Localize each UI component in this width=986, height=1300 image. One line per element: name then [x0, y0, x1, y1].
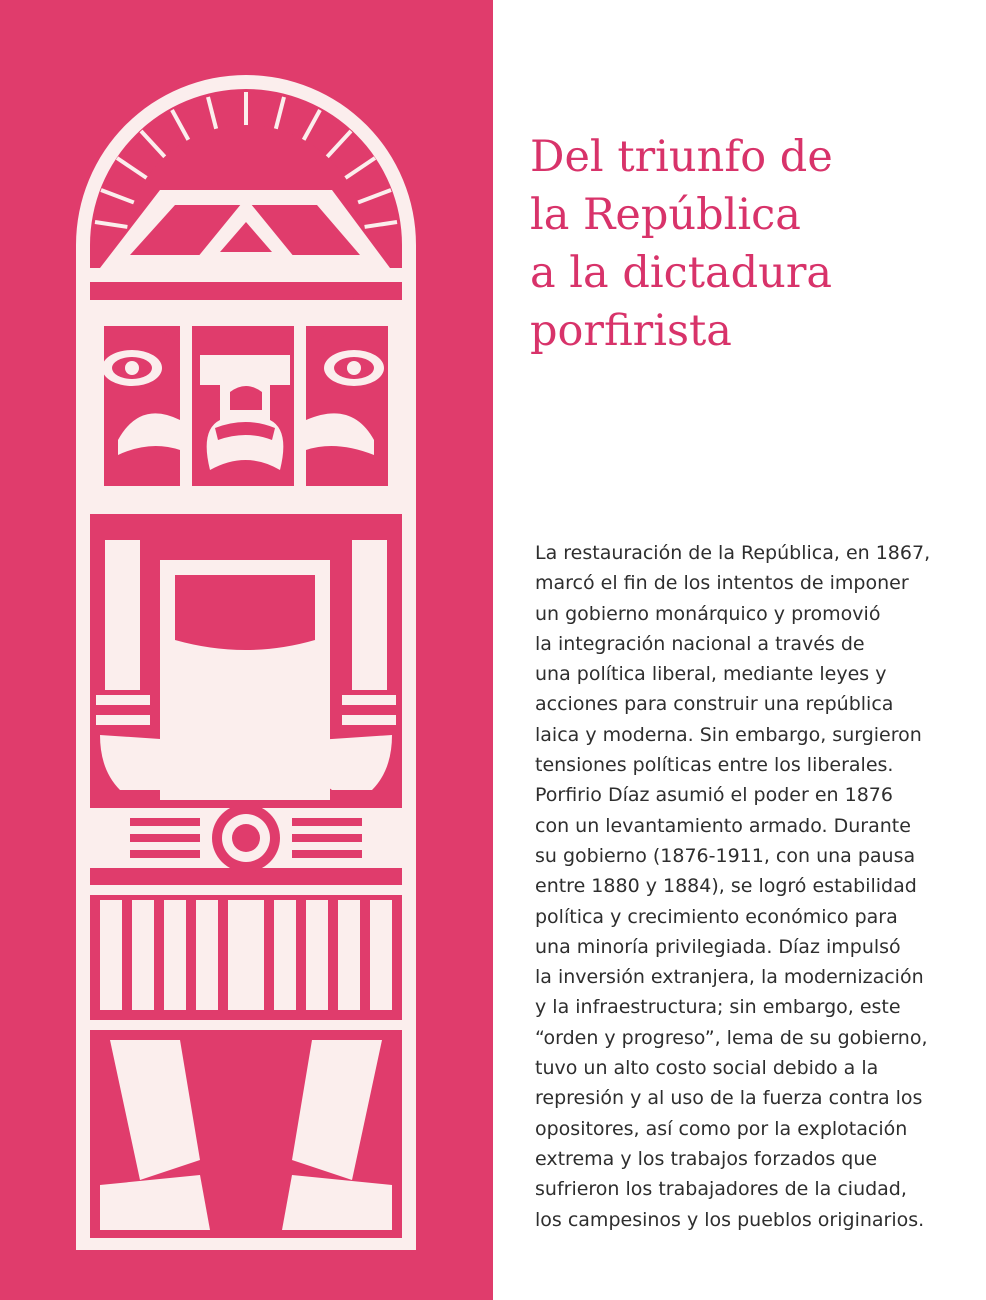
- text-line: un gobierno monárquico y promovió: [535, 602, 881, 625]
- text-line: “orden y progreso”, lema de su gobierno,: [535, 1026, 928, 1049]
- text-line: sufrieron los trabajadores de la ciudad,: [535, 1178, 907, 1201]
- body-paragraph: [535, 538, 945, 1235]
- text-line: tensiones políticas entre los liberales.: [535, 754, 894, 777]
- title-line: a la dictadura: [530, 248, 833, 298]
- text-line: represión y al uso de la fuerza contra los: [535, 1087, 923, 1110]
- text-line: los campesinos y los pueblos originarios.: [535, 1208, 925, 1231]
- title-line: Del triunfo de: [530, 132, 833, 182]
- text-line: extrema y los trabajos forzados que: [535, 1147, 878, 1170]
- text-line: la integración nacional a través de: [535, 632, 865, 655]
- text-line: una política liberal, mediante leyes y: [535, 663, 887, 686]
- text-line: acciones para construir una república: [535, 693, 894, 716]
- title-line: porfirista: [530, 306, 732, 356]
- text-line: la inversión extranjera, la modernización: [535, 966, 924, 989]
- text-line: tuvo un alto costo social debido a la: [535, 1057, 879, 1080]
- text-line: Porfirio Díaz asumió el poder en 1876: [535, 784, 893, 807]
- text-line: una minoría privilegiada. Díaz impulsó: [535, 935, 901, 958]
- title-line: la República: [530, 190, 801, 240]
- text-line: entre 1880 y 1884), se logró estabilidad: [535, 875, 917, 898]
- text-line: laica y moderna. Sin embargo, surgieron: [535, 723, 922, 746]
- text-line: con un levantamiento armado. Durante: [535, 814, 911, 837]
- text-line: y la infraestructura; sin embargo, este: [535, 996, 901, 1019]
- text-line: política y crecimiento económico para: [535, 905, 898, 928]
- text-line: marcó el fin de los intentos de imponer: [535, 572, 909, 595]
- text-line: opositores, así como por la explotación: [535, 1117, 908, 1140]
- chapter-title: [530, 128, 950, 360]
- text-line: La restauración de la República, en 1867,: [535, 542, 931, 564]
- text-line: su gobierno (1876-1911, con una pausa: [535, 844, 916, 867]
